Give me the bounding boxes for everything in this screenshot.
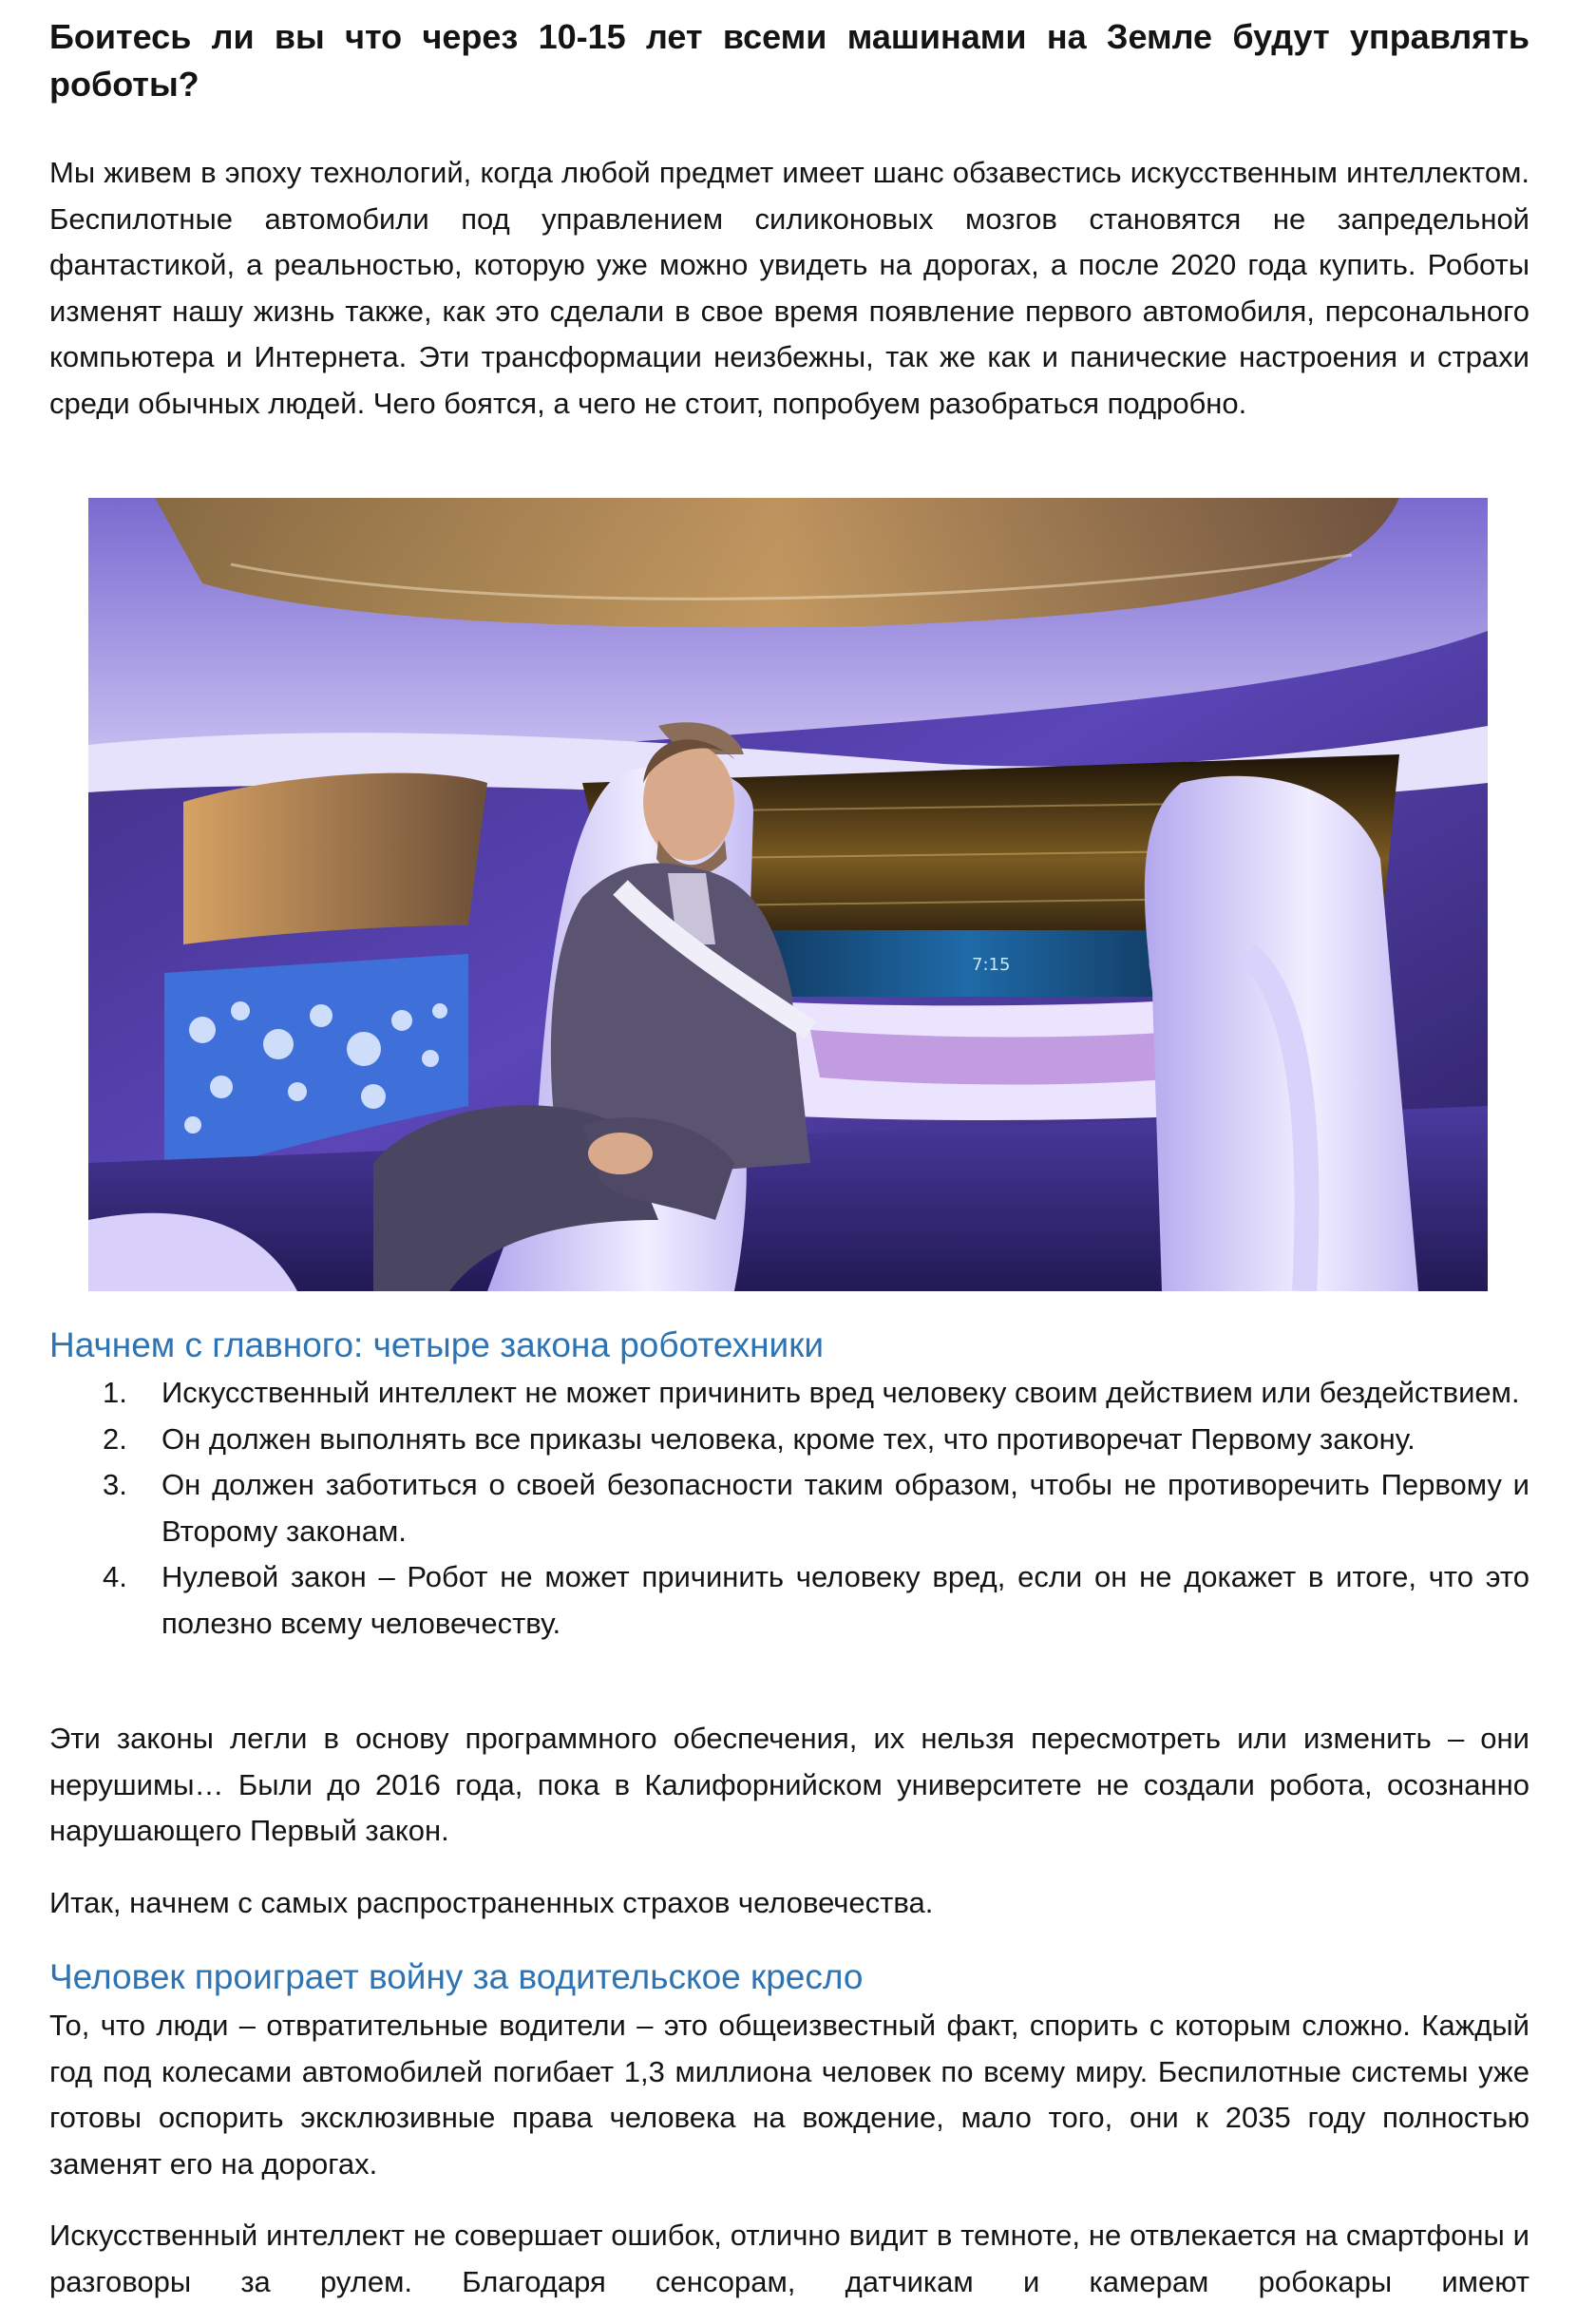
list-item [49,1554,1530,1647]
list-item [49,1462,1530,1554]
autonomous-car-interior-photo [88,498,1488,1291]
list-item-text: Он должен выполнять все приказы человека, кроме тех, что противоречат Первому закону. [162,1421,1416,1456]
list-item-number: 1. [103,1376,127,1409]
transition-paragraph: Итак, начнем с самых распространенных страхов человечества. [49,1886,934,1919]
list-item-text: Искусственный интеллект не может причинить вред человеку своим действием или бездействием. [162,1376,1520,1409]
list-item-number: 4. [103,1560,127,1593]
list-item-text: Нулевой закон – Робот не может причинить человеку вред, если он не докажет в итоге, что это полезно всему человечеству. [162,1560,1530,1640]
section-heading-driver-seat: Человек проиграет войну за водительское кресло [49,1957,864,1996]
intro-paragraph: Мы живем в эпоху технологий, когда любой предмет имеет шанс обзавестись искусственным интеллектом. Беспилотные автомобили под управлением силиконовых мозгов становятся не запредельной фантастикой, а реальностью, которую уже можно увидеть на дорогах, а после 2020 года купить. Роботы изменят нашу жизнь также, как это сделали в свое время появление первого автомобиля, персонального компьютера и Интернета. Эти трансформации неизбежны, так же как и панические настроения и страхи среди обычных людей. Чего боятся, а чего не стоит, попробуем разобраться подробно. [49,156,1530,420]
intro-paragraph-block [49,150,1530,427]
drivers-paragraph: То, что люди – отвратительные водители – это общеизвестный факт, спорить с которым сложно. Каждый год под колесами автомобилей погибает 1,3 миллиона человек по всему миру. Беспилотные системы уже готовы оспорить эксклюзивные права человека на вождение, мало того, они к 2035 году полностью заменят его на дорогах. [49,2009,1530,2181]
list-item [49,1370,1530,1417]
transition-block [49,1880,1530,1927]
drivers-paragraph-block [49,2003,1530,2187]
list-item [49,1417,1530,1463]
car-interior-illustration [88,498,1488,1291]
list-item-number: 2. [103,1421,127,1456]
list-item-text: Он должен заботиться о своей безопасности таким образом, чтобы не противоречить Первому и Второму законам. [162,1468,1530,1548]
list-item-number: 3. [103,1468,127,1501]
laws-comment-paragraph: Эти законы легли в основу программного обеспечения, их нельзя пересмотреть или изменить – они нерушимы… Были до 2016 года, пока в Калифорнийском университете не создали робота, осознанно нарушающего Первый закон. [49,1722,1530,1847]
laws-comment-block [49,1716,1530,1855]
article-title: Боитесь ли вы что через 10-15 лет всеми машинами на Земле будут управлять роботы? [49,17,1530,104]
section-heading-robot-laws: Начнем с главного: четыре закона роботехники [49,1325,825,1364]
ai-paragraph-block [49,2213,1530,2305]
robotics-laws-list [49,1370,1530,1647]
ai-paragraph: Искусственный интеллект не совершает ошибок, отлично видит в темноте, не отвлекается на смартфоны и разговоры за рулем. Благодаря сенсорам, датчикам и камерам робокары имеют [49,2219,1530,2298]
dashboard-clock: 7:15 [972,955,1011,975]
